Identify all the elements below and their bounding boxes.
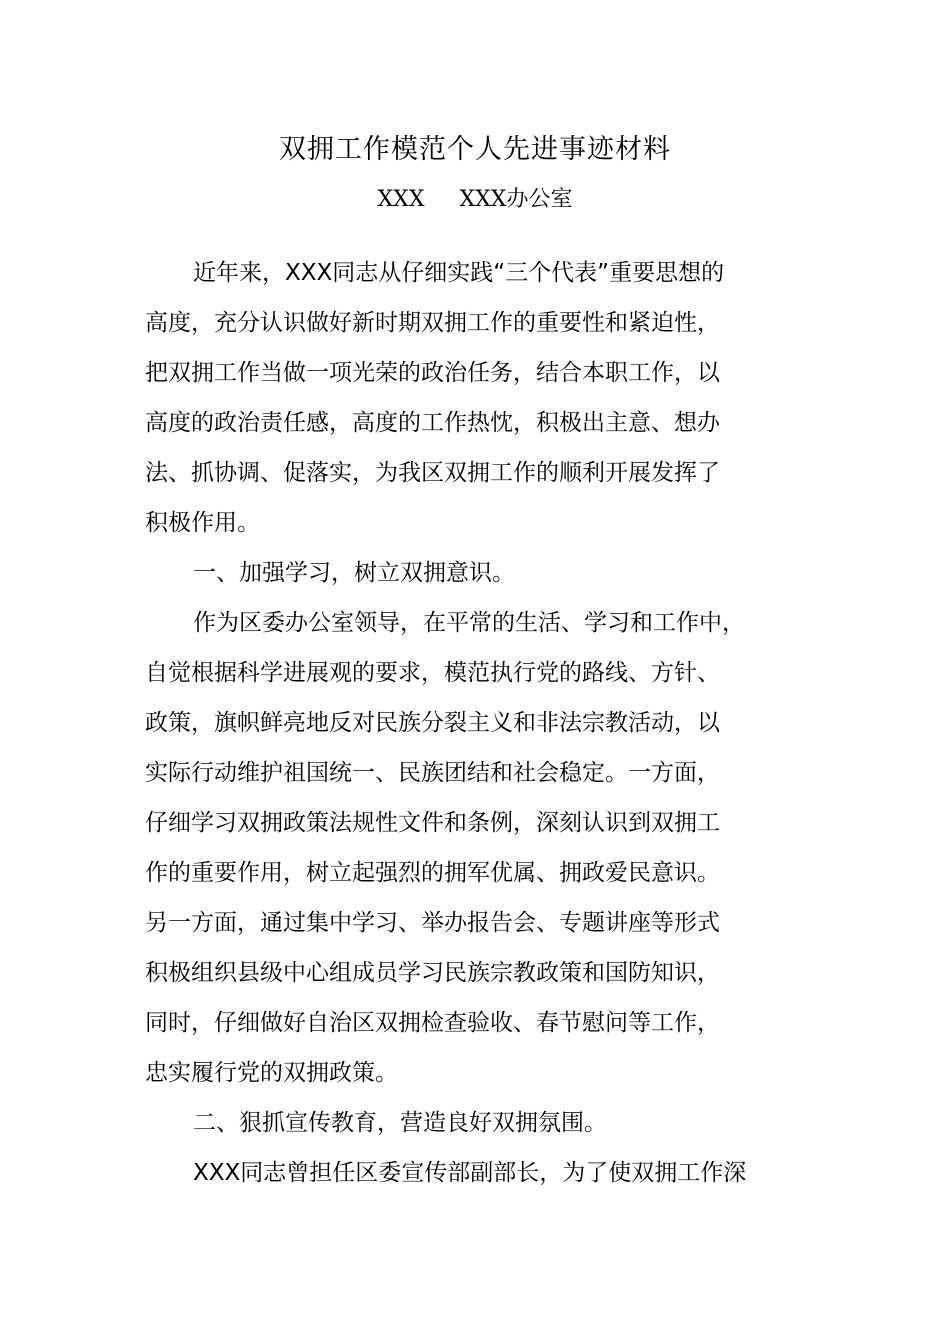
body-line: 积极作用。 [145,510,260,536]
body-line: 自觉根据科学进展观的要求，模范执行党的路线、方针、 [145,660,720,686]
body-line: 一、加强学习，树立双拥意识。 [193,560,515,586]
body-line: 作为区委办公室领导，在平常的生活、学习和工作中， [193,610,745,636]
document-byline: XXX XXX办公室 [377,187,573,212]
body-line: 高度，充分认识做好新时期双拥工作的重要性和紧迫性， [145,310,720,336]
body-line: 作的重要作用，树立起强烈的拥军优属、拥政爱民意识。 [145,860,720,886]
body-line: 忠实履行党的双拥政策。 [145,1060,398,1086]
body-line: 同时，仔细做好自治区双拥检查验收、春节慰问等工作， [145,1010,720,1036]
body-line: 仔细学习双拥政策法规性文件和条例，深刻认识到双拥工 [145,810,720,836]
body-line: 政策，旗帜鲜亮地反对民族分裂主义和非法宗教活动，以 [145,710,720,736]
body-line: 实际行动维护祖国统一、民族团结和社会稳定。一方面， [145,760,720,786]
body-line: XXX同志曾担任区委宣传部副部长，为了使双拥工作深 [193,1160,747,1186]
body-line: 二、狠抓宣传教育，营造良好双拥氛围。 [193,1110,607,1136]
document-title: 双拥工作模范个人先进事迹材料 [279,134,671,165]
document-body [145,248,810,1198]
body-line: 另一方面，通过集中学习、举办报告会、专题讲座等形式 [145,910,720,936]
body-line: 积极组织县级中心组成员学习民族宗教政策和国防知识， [145,960,720,986]
body-line: 把双拥工作当做一项光荣的政治任务，结合本职工作，以 [145,360,720,386]
body-line: 法、抓协调、促落实，为我区双拥工作的顺利开展发挥了 [145,460,720,486]
body-line: 近年来，XXX同志从仔细实践“三个代表”重要思想的 [193,260,725,286]
body-line: 高度的政治责任感，高度的工作热忱，积极出主意、想办 [145,410,720,436]
